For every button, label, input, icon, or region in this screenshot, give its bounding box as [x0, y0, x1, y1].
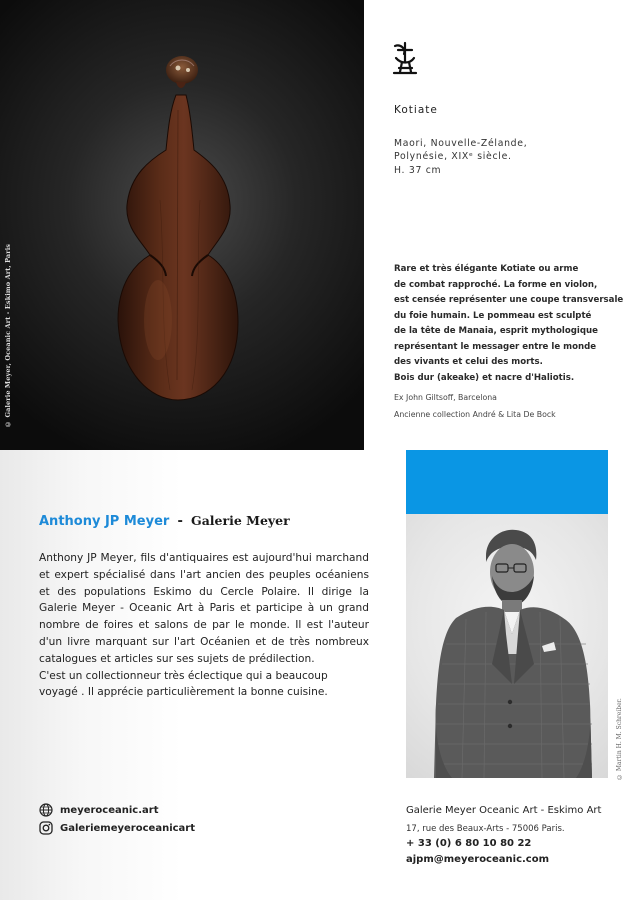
object-origin: [394, 137, 527, 177]
dealer-gallery: Galerie Meyer: [191, 513, 290, 528]
description-line: des vivants et celui des morts.: [394, 357, 543, 367]
dealer-bio: [39, 550, 369, 701]
bio-paragraph: Anthony JP Meyer, fils d'antiquaires est aujourd'hui marchand et expert spécialisé dans l'art ancien des peuples océaniens et des populations Eskimo du Cercle Polaire. Il dirige la Galerie Meyer - Oceanic Art à Paris et participe à un grand nombre de foires et salons de par le monde. Il est l'auteur d'un livre marquant sur l'art Océanien et de très nombreux catalogues et articles sur ses sujets de prédilection.: [39, 552, 369, 665]
origin-line: Maori, Nouvelle-Zélande,: [394, 138, 528, 149]
object-provenance: [394, 390, 556, 423]
globe-icon: [39, 803, 53, 817]
portrait-credit: © Martin H. M. Schreiber.: [616, 698, 623, 780]
website-text: meyeroceanic.art: [60, 804, 159, 816]
description-line: est censée représenter une coupe transversale: [394, 295, 624, 305]
bio-paragraph: C'est un collectionneur très éclectique qui a beaucoup voyagé . Il apprécie particulièrement la bonne cuisine.: [39, 669, 328, 699]
accent-band: [406, 450, 608, 514]
provenance-line: Ancienne collection André & Lita De Bock: [394, 409, 556, 419]
instagram-icon: [39, 821, 53, 835]
object-photo: [0, 0, 364, 450]
gallery-name: Galerie Meyer Oceanic Art - Eskimo Art: [406, 805, 602, 816]
description-line: du foie humain. Le pommeau est sculpté: [394, 310, 592, 321]
instagram-text: Galeriemeyeroceanicart: [60, 822, 196, 834]
portrait-image: [406, 514, 608, 778]
object-height: H. 37 cm: [394, 164, 442, 176]
dealer-portrait: [406, 514, 608, 778]
description-line: Bois dur (akeake) et nacre d'Haliotis.: [394, 372, 575, 383]
origin-line: Polynésie, XIXᵉ siècle.: [394, 151, 512, 163]
instagram-link[interactable]: [39, 821, 195, 835]
dealer-name: Anthony JP Meyer: [39, 514, 170, 529]
gallery-logo-icon: [392, 40, 418, 76]
description-line: Rare et très élégante Kotiate ou arme: [394, 264, 579, 274]
photo-credit: © Galerie Meyer, Oceanic Art - Eskimo Art, Paris: [4, 243, 12, 428]
dealer-heading: [39, 513, 290, 529]
gallery-phone[interactable]: + 33 (0) 6 80 10 80 22: [406, 838, 532, 849]
provenance-line: Ex John Giltsoff, Barcelona: [394, 393, 497, 402]
description-line: de la tête de Manaia, esprit mythologique: [394, 326, 598, 336]
object-description: [394, 262, 634, 386]
gallery-address: 17, rue des Beaux-Arts - 75006 Paris.: [406, 824, 565, 834]
gallery-email[interactable]: ajpm@meyeroceanic.com: [406, 854, 550, 865]
description-line: de combat rapproché. La forme en violon,: [394, 279, 598, 290]
description-line: représentant le messager entre le monde: [394, 341, 597, 352]
website-link[interactable]: [39, 803, 159, 817]
heading-separator: -: [177, 514, 183, 529]
object-title: Kotiate: [394, 104, 438, 116]
kotiate-image: [0, 0, 364, 450]
